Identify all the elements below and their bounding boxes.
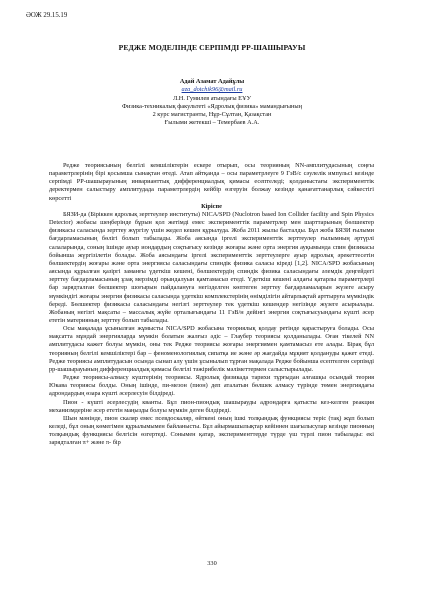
body-paragraph-1: БЯЗИ-да (Біріккен ядролық зерттеулер институты) NICA/SPD (Nuclotron based Ion Collider facility and Spin Physics Detector) жобасы шеңберінде бұрын қол жетімді емес эксперименттік параметрлер мен шарттарының бөлшектер физикасы саласында зерттеу жүргізу үшін жедел кешен құрылуда. Жоба 2011 жылы басталды. Бұл жоба БЯЗИ ғылыми бағдарламасының бөлігі болып табылады. Жоба аясында іргелі эксперименттік зерттеулер ғылымның әртүрлі салаларында, соның ішінде ауыр иондардың соқтығысу кезінде жоғары және орта энергия ауқымында спин физикасы бойынша жүргізілетін болады. Жоба аясындағы іргелі эксперименттік зерттеулерге ауыр ядролық әрекеттесетін бөлшектердің жоғары және орта энергиясы саласындағы спиндік физика саласы кіреді [1,2]. NICA/SPD жобасының аясында құрылған қазіргі заманғы үдеткіш кешені, бөлшектердің спиндік физика саласындағы әлемдік деңгейдегі зерттеу бағдарламасының ұзақ мерзімді орындалуын қамтамасыз етеді. Үдеткіш кешені алдағы қатарлы параметрлері бар зарядталған бөлшектер шоғырын пайдалануға негізделген көптеген зерттеу бағдарламаларын жүзеге асыру мүмкіндігі жоғары энергия физикасы саласында үдеткіш комплекстерінің өнімділігін айтарлықтай арттыруға мүмкіндік береді. Бөлшектер физикасы саласындағы негізгі зерттеулер тек үдеткіш кешендер негізінде жүзеге асырылады. Жобаның негізгі мақсаты – массалық жүйе орталығындағы 11 ГэВ/н дейінгі энергия соқтығысуындағы күшті әсер ететін материяның зерттеу болып табылады. <box>49 210 374 324</box>
body-paragraph-2: Осы мақалада ұсынылған жұмысты NICA/SPD жобасына теориялық қолдау ретінде қарастыруға болады. Осы мақсатта мұндай энергияларда мүмкін болатын жалғыз әдіс – Глаубер теориясы қолданылады. Оған тікелей NN амплитудасы кажет болуы мүмкін, оны тек Редже теориясы жоғары энергиямен қамтамасыз ете алады. Бірақ бұл теорияның белгілі кемшіліктері бар – феноменологиялық сипатқа ие және әр жағдайда мұқият қолдануды қажет етеді. Редже теориясы амплитудасын осында сынап алу үшін ұсынылып тұрған мақалада Редже бойынша есептелген серпімді рр-шашырауының дифференциалдық қимасы белгілі тәжірибелік мәліметтермен салыстырылады. <box>49 325 374 373</box>
paper-title: РЕДЖЕ МОДЕЛІНДЕ СЕРПІМДІ РР-ШАШЫРАУЫ <box>118 43 306 52</box>
body-paragraph-3: Редже теориясы-алмасу күштерінің теориясы. Ядролық физикада тарихи тұрғыдан алғашқы осындай теория Юкава теориясы болды. Оның ішінде, пи-мезон (пион) деп аталатын бөлшек алмасу түрінде төмен энергиядағы адрондардың өзара күшті әсерлесуін білдіреді. <box>49 374 374 398</box>
author-name: Адай Азамат Адайұлы <box>179 78 245 85</box>
paper-body <box>49 162 374 447</box>
author-block <box>26 78 398 128</box>
author-faculty: Физика-техникалық факультеті «Ядролық физика» мамандығының <box>122 102 302 110</box>
udc-code: ӘОЖ 29.15.19 <box>26 12 68 19</box>
section-heading-intro: Кіріспе <box>201 202 222 210</box>
page-number: 330 <box>207 560 217 567</box>
author-course: 2 курс магистранты, Нұр-Сұлтан, Қазақстан <box>152 111 272 119</box>
body-paragraph-5: Шын мәнінде, пион скаляр емес псевдоскаляр, өйткені оның ішкі толқындық функциясы теріс (тақ) жұп болып келеді, бұл оның көмегімен құрылымымен байланысты. Бұл айырмашылықтар кейіннен шағылысулар кезінде пионның толқындық функциясы белгісін өзгертеді. Сонымен қатар, эксперименттерде түрде үш түрлі пион табылады: екі зарядталған π+ және π- бір <box>49 414 374 447</box>
author-supervisor: Ғылыми жетекші – Темербаев А.А. <box>164 119 260 127</box>
author-university: Л.Н. Гумилев атындағы ЕҰУ <box>172 94 252 102</box>
body-paragraph-4: Пион - күшті әсерлесудің кванты. Бұл пион-пиондық шашырауды адрондарға қатысты кез-келген реакция механизмдеріне әсер ететін маңызды болуы мүмкін деген білдіреді. <box>49 398 374 414</box>
abstract-paragraph: Редже теориясының белгілі кемшіліктерін ескере отырып, осы теорияның NN-амплитудасының соңғы параметрлерінің бірі қосымша сынақтан өтеді. Атап айтқанда – осы параметрлеуге 9 ГэВ/с сәулелік импульсі кезінде серпімді PP-шашырауының инварианттық дифференциалдық қимасы есептеледі; қолданыстағы эксперименттік деректермен салыстыру амплитудада параметрлердің кейбір өзгеруін болжау кезінде қанағаттанарлық сәйкестігі көрсетті <box>49 162 374 202</box>
author-email-link[interactable]: aza_dotchik96@mail.ru <box>181 86 243 94</box>
